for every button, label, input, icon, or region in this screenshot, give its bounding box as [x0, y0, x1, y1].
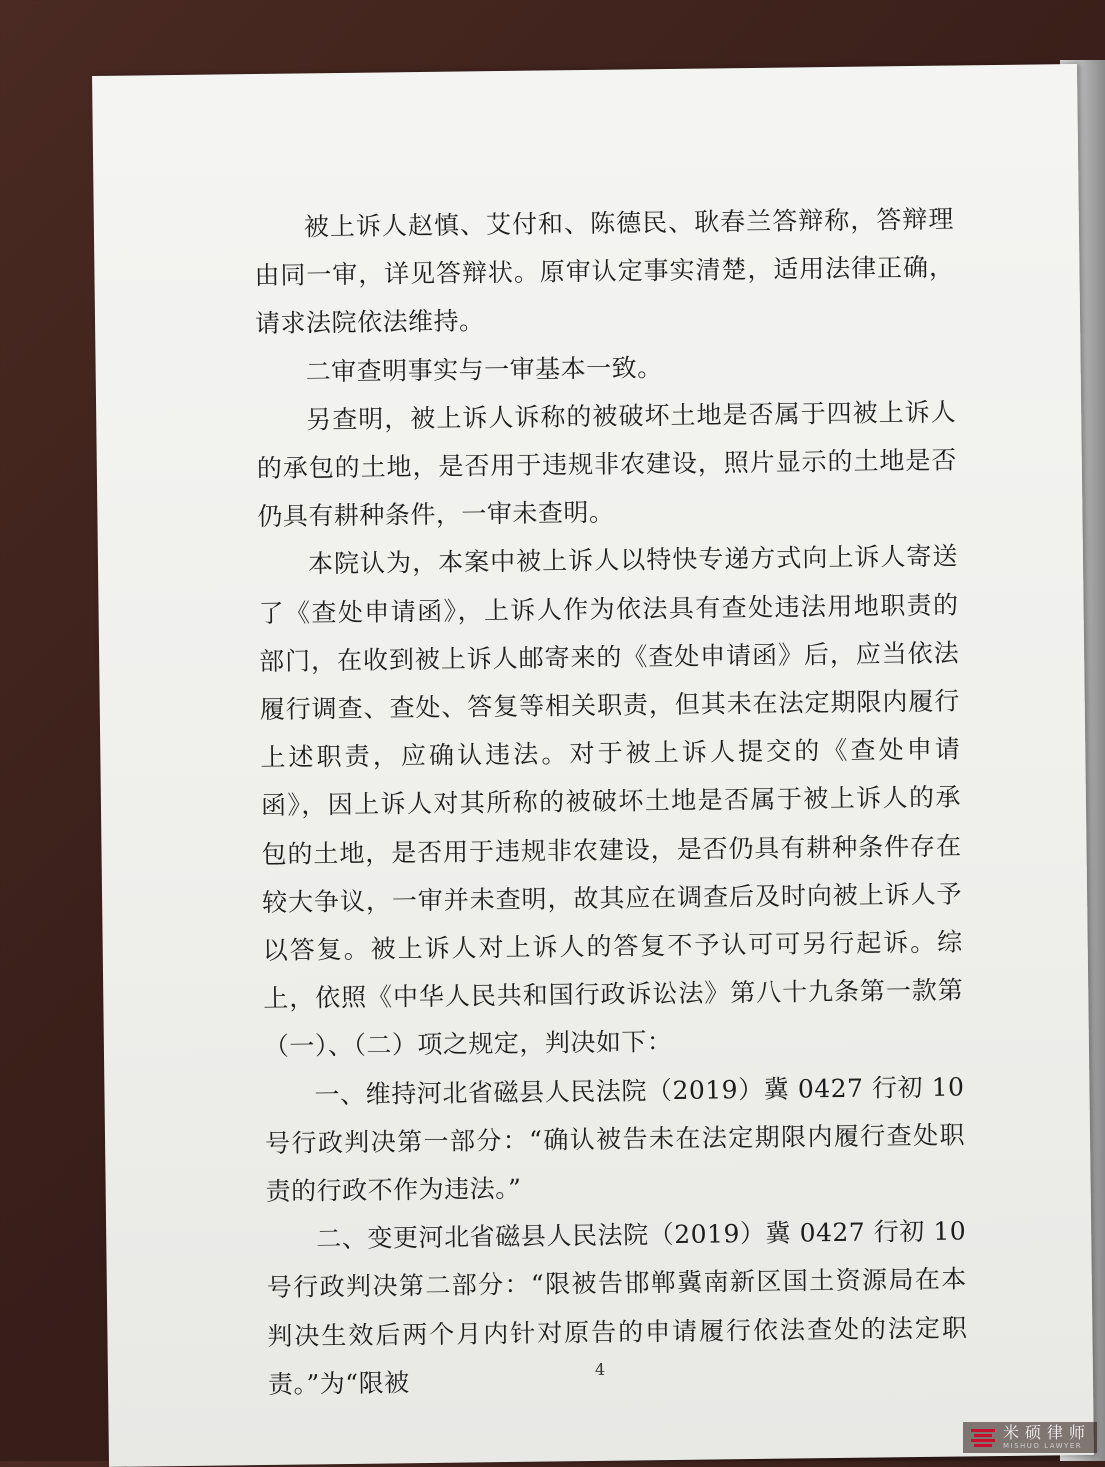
paragraph-court-opinion: 本院认为，本案中被上诉人以特快专递方式向上诉人寄送了《查处申请函》，上诉人作为依法具有查处违法用地职责的部门，在收到被上诉人邮寄来的《查处申请函》后，应当依法履行调查、查处、答复等相关职责，但其未在法定期限内履行上述职责，应确认违法。对于被上诉人提交的《查处申请函》，因上诉人对其所称的被破坏土地是否属于被上诉人的承包的土地，是否用于违规非农建设，是否仍具有耕种条件存在较大争议，一审并未查明，故其应在调查后及时向被上诉人予以答复。被上诉人对上诉人的答复不予认可可另行起诉。综上，依照《中华人民共和国行政诉讼法》第八十九条第一款第（一）、（二）项之规定，判决如下： [258, 541, 964, 1062]
document-page [92, 64, 1094, 1467]
page-number: 4 [594, 1359, 606, 1379]
watermark-en: MISHUO LAWYER [1002, 1442, 1083, 1450]
watermark-cn: 米硕律师 [1002, 1423, 1091, 1442]
paragraph-judgment-item-1: 一、维持河北省磁县人民法院（2019）冀 0427 行初 10 号行政判决第一部分：“确认被告未在法定期限内履行查处职责的行政不作为违法。” [264, 1072, 966, 1207]
watermark-text [1003, 1425, 1091, 1450]
document-body [254, 196, 969, 1410]
law-firm-logo-icon [969, 1427, 997, 1449]
paragraph-appellee-defense: 被上诉人赵慎、艾付和、陈德民、耿春兰答辩称，答辩理由同一审，详见答辩状。原审认定事实清楚，适用法律正确，请求法院依法维持。 [254, 204, 955, 339]
paragraph-further-findings: 另查明，被上诉人诉称的被破坏土地是否属于四被上诉人的承包的土地，是否用于违规非农建设，照片显示的土地是否仍具有耕种条件，一审未查明。 [256, 397, 957, 532]
watermark [963, 1422, 1097, 1453]
paragraph-judgment-item-2: 二、变更河北省磁县人民法院（2019）冀 0427 行初 10 号行政判决第二部分：“限被告邯郸冀南新区国土资源局在本判决生效后两个月内针对原告的申请履行依法查处的法定职责。”为“限被 [266, 1216, 968, 1399]
paragraph-second-instance-facts: 二审查明事实与一审基本一致。 [305, 352, 663, 387]
